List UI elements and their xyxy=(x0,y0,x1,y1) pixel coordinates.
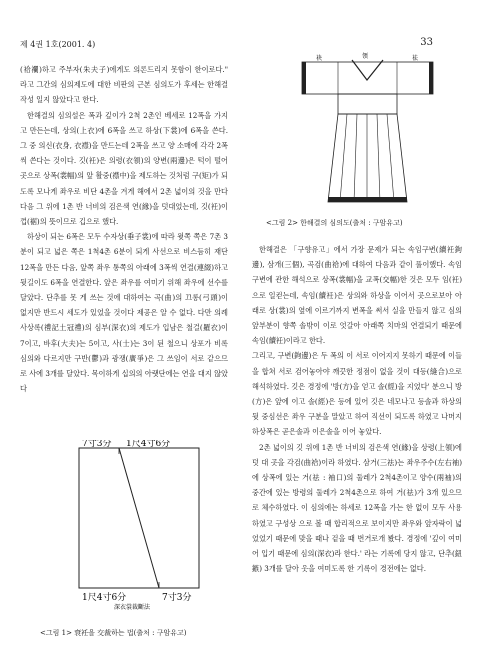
deep-robe-drawing xyxy=(300,52,435,207)
cuff-label: 袪 xyxy=(412,55,419,62)
paragraph: 한해결은 「구향유고」에서 가장 문제가 되는 속임구변(續衽鉤邊), 삼개(三個), 곡검(曲袷)에 대하여 다음과 같이 풀이했다. 속임구변에 관한 해석으로 상폭(裳幅)을 교폭(交幅)한 것은 모두 임(衽)으로 일컫는데, 속임(續衽)은 상의와 하상을 이어서 곳으로보아 아래로 상(裳)의 옆에 이르기까지 변폭을 써서 실을 만들지 않고 심의 앞부분이 향쪽 솔밖이 이로 엇갈아 아래쪽 치마의 연결되기 때문에 속임(續衽)이라고 한다. xyxy=(252,245,462,346)
paragraph: 2촌 넓이의 깃 위에 1촌 반 너비의 검은색 연(緣)을 상령(上領)에 덧 대 곳을 각검(曲袷)이라 하였다. 삼거(三祛)는 좌우주수(左右袖)에 상폭에 있는 거(祛 : 袖口)의 둘레가 2척4촌이고 양수(兩袖)의 중간에 있는 방령의 둘레가 2척4촌으로 하여 거(祛)가 3개 있으므로 체수하였다. 이 심의에는 하세로 12폭을 가는 한 없이 모두 사용하였고 구성상 으로 볼 때 합리적으로 보이지만 좌우와 앞자락이 넓었었기 때문에 맞을 때나 겉을 때 번거로개 봤다. 경정에 '깊이 여미어 입기 때문에 심의(深衣)라 한다.' 라는 기록에 당지 않고, 단추(鈕鏃) 3개를 달아 옷을 여미도록 한 기록이 경전에는 없다. xyxy=(252,442,462,574)
right-column xyxy=(252,242,462,576)
top-left-measure: 7寸3分 xyxy=(82,440,112,449)
paragraph: 한해결의 심의설은 폭과 깊이가 2척 2촌인 베세로 12폭을 가지고 만든는데, 상의(上衣)에 6폭을 쓰고 하상(下裳)에 6폭을 쓴다. 그 중 의신(衣身, 衣襟)을 만드는데 2폭을 쓰고 양 소매에 각각 2폭씩 쓴다는 것이다. 깃(衽)은 의령(衣領)의 양변(兩邊)은 턱이 떨어 곳으로 상폭(裳幅)의 앞 활중(襟中)을 제도하는 것처럼 구(矩)가 되도록 모나게 좌우로 비단 4촌을 겨게 해에서 2촌 넓이의 것을 만다 다음 그 위에 1촌 반 너비의 검은색 연(緣)을 덧대었는데, 깃(衽)이 껍(裾)의 뜻이므로 깁으로 했다. xyxy=(20,110,228,227)
skirt-cutting-diagram xyxy=(74,440,204,610)
paragraph: 하상이 되는 6폭은 모두 수자상(垂子裳)에 따라 윗쪽 쪽은 7촌 3분이 되고 넓은 쪽은 1척4촌 6분이 되게 사선으로 비스듬히 재단 12폭을 만든 다음, 앞쪽 좌우 통쪽의 아래에 3폭씩 연결(連綴)하고 뒷길이도 6폭을 연결한다. 앞은 좌우를 여미기 위해 좌우에 선수를 달았다. 단추를 못 게 쓰는 것에 대하여는 곡(曲)의 끄롱(弓頭)이 없지만 반드시 세도가 있었을 것이다 제공은 알 수 없다. 다만 의례사상록(禮記土冠禮)의 심부(深衣)의 제도가 입남은 철걸(羅衣)이 7이고, 바후(大夫)는 5이고, 사(士)는 3이 된 철으니 상포가 비록 심의와 다르지만 구반(鬱)과 광쟁(廣爭)은 그 쓰임이 서로 같으므로 사에 3개를 달았다. 목이하게 십의의 아랫단에는 연을 대지 않았다 xyxy=(20,232,228,394)
paragraph: 그리고, 구변(鉤邊)은 두 폭의 이 서로 이어지지 못하기 때문에 이들을 합쳐 서로 검어놓아야 깨끗한 정점이 없을 것이 대등(縫合)으로 해석하였다. 깃은 경정에 '방(方)을 얻고 솔(經)을 지었다' 분으니 방(方)은 앞에 이고 솔(經)은 등에 있어 깃은 네모나고 등솔과 하상의 뒷 중심선은 좌우 구분을 말았고 하여 직선이 되도록 하였고 나머지 하상폭은 곧은솔과 이은솔을 이어 놓았다. xyxy=(252,351,462,437)
bottom-right-measure: 7寸3分 xyxy=(162,593,192,603)
top-right-measure: 1尺4寸6分 xyxy=(126,440,171,449)
page-number: 33 xyxy=(420,37,433,48)
left-column xyxy=(20,62,228,396)
figure2-caption: <그림 2> 한해결의 심의도(출처 : 구암유고) xyxy=(266,219,403,227)
sleeve-label: 袂 xyxy=(316,55,323,62)
figure-sub-label: 深衣裳裁斷法 xyxy=(114,604,151,610)
bottom-left-measure: 1尺4寸6分 xyxy=(82,593,127,603)
collar-label: 領 xyxy=(362,53,369,60)
journal-header: 제 4권 1호(2001. 4) xyxy=(20,40,96,49)
paragraph: (袷襴)하고 주부자(朱夫子)에게도 의론드리지 못함이 한이로다." 라고 그간의 심의제도에 대한 비판의 근본 심의도가 후세는 한해결 작성 일지 않았다고 한다. xyxy=(20,65,228,105)
figure1-caption: <그림 1> 衰衽을 交裁하는 법(출처 : 구암유고) xyxy=(40,629,187,637)
